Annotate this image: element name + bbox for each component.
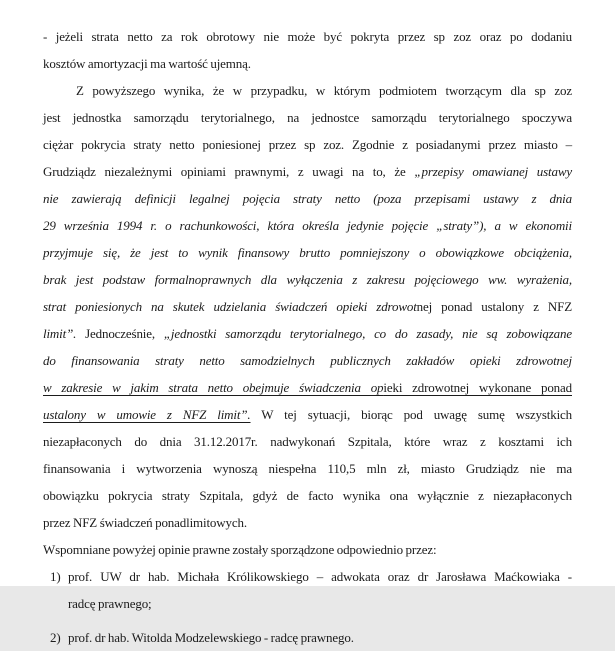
text-line [43, 320, 572, 347]
text-line [43, 401, 572, 428]
text-run: W tej sytuacji, biorąc pod uwagę sumę wszystkich [250, 407, 573, 422]
text-run: ciężar pokrycia straty netto poniesionej przez sp zoz. Zgodnie z posiadanymi przez miasto – [43, 137, 572, 152]
document-body [43, 23, 572, 651]
text-run: ustalony w umowie z NFZ limit”. [43, 407, 251, 422]
text-line [68, 624, 572, 651]
list-item-text [68, 563, 572, 617]
text-run: Wspomniane powyżej opinie prawne zostały sporządzone odpowiednio przez: [43, 542, 437, 557]
paragraph [43, 536, 572, 563]
text-line [43, 185, 572, 212]
text-run: obowiązku pokrycia straty Szpitala, gdyż de facto wynika ona wyłącznie z niezapłaconych [43, 488, 572, 503]
text-line [43, 131, 572, 158]
text-run: radcę prawnego; [68, 596, 152, 611]
text-run: do finansowania straty netto samodzielnych publicznych zakładów opieki zdrowotnej [43, 353, 572, 368]
list-item [43, 563, 572, 617]
text-run: 29 września 1994 r. o rachunkowości, która określa jedynie pojęcie „straty”), a w ekonomii [43, 218, 572, 233]
text-run: finansowania i wytworzenia wynoszą niespełna 110,5 mln zł, miasto Grudziądz nie ma [43, 461, 572, 476]
text-run: niezapłaconych do dnia 31.12.2017r. nadwykonań Szpitala, które wraz z kosztami ich [43, 434, 572, 449]
text-line [43, 158, 572, 185]
text-line [43, 347, 572, 374]
text-run: - jeżeli strata netto za rok obrotowy nie może być pokryta przez sp zoz oraz po dodaniu [43, 29, 572, 44]
text-line [68, 590, 572, 617]
text-run: „jednostki samorządu terytorialnego, co do zasady, nie są zobowiązane [163, 326, 572, 341]
text-line [43, 536, 572, 563]
text-line [43, 293, 572, 320]
text-run: nie zawierają definicji legalnej pojęcia straty netto (poza przepisami ustawy z dnia [43, 191, 572, 206]
text-run: Z powyższego wynika, że w przypadku, w którym podmiotem tworzącym dla sp zoz [76, 83, 572, 98]
text-line [43, 509, 572, 536]
list-item-marker: 2) [50, 630, 61, 645]
text-run: ieki zdrowotnej wykonane ponad [383, 380, 572, 395]
text-line [43, 77, 572, 104]
text-line [43, 239, 572, 266]
list-item-marker: 1) [50, 569, 61, 584]
text-line [43, 374, 572, 401]
list-item-text [68, 624, 572, 651]
text-line [43, 482, 572, 509]
text-line [43, 428, 572, 455]
text-run: limit”. [43, 326, 77, 341]
text-run: „przepisy omawianej ustawy [414, 164, 573, 179]
text-line [68, 563, 572, 590]
text-run: w zakresie w jakim strata netto obejmuje świadczenia op [43, 380, 384, 395]
text-line [43, 104, 572, 131]
text-run: prof. dr hab. Witolda Modzelewskiego - radcę prawnego. [68, 630, 354, 645]
paragraph [43, 23, 572, 77]
text-line [43, 212, 572, 239]
text-run: kosztów amortyzacji ma wartość ujemną. [43, 56, 251, 71]
text-run: przez NFZ świadczeń ponadlimitowych. [43, 515, 247, 530]
text-run: jest jednostka samorządu terytorialnego, na jednostce samorządu terytorialnego spoczywa [43, 110, 572, 125]
text-run: strat poniesionych na skutek udzielania świadczeń opieki zdrowot [43, 299, 417, 314]
text-run: brak jest podstaw formalnoprawnych dla wyłączenia z zakresu pojęciowego ww. wyrażenia, [43, 272, 572, 287]
text-run: nej ponad ustalony z NFZ [416, 299, 572, 314]
text-run: przyjmuje się, że jest to wynik finansowy brutto pomniejszony o obowiązkowe obciążenia, [43, 245, 572, 260]
text-run: prof. UW dr hab. Michała Królikowskiego – adwokata oraz dr Jarosława Maćkowiaka - [68, 569, 572, 584]
text-line [43, 50, 572, 77]
text-line [43, 23, 572, 50]
text-run: Grudziądz niezależnymi opiniami prawnymi, z uwagi na to, że [43, 164, 415, 179]
text-line [43, 455, 572, 482]
text-run: Jednocześnie, [76, 326, 164, 341]
list-item [43, 624, 572, 651]
paragraph [43, 77, 572, 536]
text-line [43, 266, 572, 293]
